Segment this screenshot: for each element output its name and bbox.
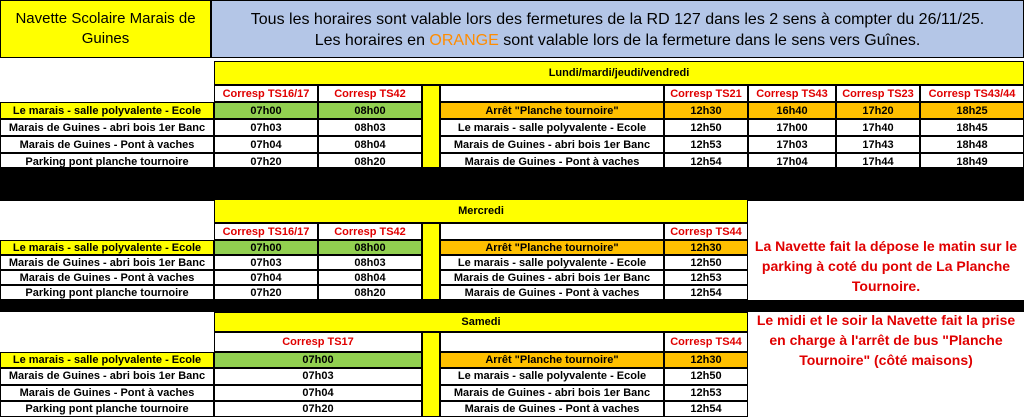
gap-column — [422, 85, 440, 170]
column-header: Corresp TS44 — [664, 332, 748, 352]
info-banner — [211, 0, 1024, 58]
time-cell: 07h04 — [214, 136, 318, 153]
time-cell: 17h03 — [748, 136, 836, 153]
time-cell: 08h04 — [318, 270, 422, 285]
stop-name: Parking pont planche tournoire — [0, 285, 214, 300]
header-spacer — [440, 223, 664, 240]
time-cell: 17h43 — [836, 136, 920, 153]
page-title-text: Navette Scolaire Marais de Guines — [15, 10, 196, 47]
time-cell: 07h00 — [214, 352, 422, 368]
stop-name: Le marais - salle polyvalente - Ecole — [0, 352, 214, 368]
column-header: Corresp TS21 — [664, 85, 748, 102]
time-cell: 12h50 — [664, 255, 748, 270]
column-header: Corresp TS16/17 — [214, 85, 318, 102]
stop-name: Le marais - salle polyvalente - Ecole — [440, 119, 664, 136]
time-cell: 17h20 — [836, 102, 920, 119]
time-cell: 07h00 — [214, 240, 318, 255]
stop-name: Marais de Guines - abri bois 1er Banc — [440, 136, 664, 153]
time-cell: 12h53 — [664, 385, 748, 401]
time-cell: 08h00 — [318, 240, 422, 255]
column-header: Corresp TS16/17 — [214, 223, 318, 240]
time-cell: 18h48 — [920, 136, 1024, 153]
gap-column — [422, 332, 440, 417]
column-header: Corresp TS23 — [836, 85, 920, 102]
time-cell: 18h25 — [920, 102, 1024, 119]
time-cell: 12h53 — [664, 270, 748, 285]
day-header: Lundi/mardi/jeudi/vendredi — [214, 61, 1024, 85]
stop-name: Arrêt "Planche tournoire" — [440, 240, 664, 255]
stop-name: Marais de Guines - Pont à vaches — [0, 270, 214, 285]
stop-name: Parking pont planche tournoire — [0, 401, 214, 417]
stop-name: Marais de Guines - abri bois 1er Banc — [0, 119, 214, 136]
time-cell: 07h20 — [214, 153, 318, 170]
stop-name: Marais de Guines - Pont à vaches — [440, 153, 664, 170]
stop-name: Marais de Guines - abri bois 1er Banc — [440, 270, 664, 285]
stop-name: Arrêt "Planche tournoire" — [440, 352, 664, 368]
stop-name: Marais de Guines - abri bois 1er Banc — [0, 368, 214, 384]
column-header: Corresp TS44 — [664, 223, 748, 240]
banner-line-2: Les horaires en ORANGE sont valable lors de la fermeture dans le sens vers Guînes. — [314, 32, 921, 49]
time-cell: 12h54 — [664, 285, 748, 300]
time-cell: 17h40 — [836, 119, 920, 136]
banner-line-1: Tous les horaires sont valable lors des fermetures de la RD 127 dans les 2 sens à compter du 26/11/25. — [250, 11, 985, 28]
stop-name: Marais de Guines - Pont à vaches — [440, 401, 664, 417]
stop-name: Marais de Guines - abri bois 1er Banc — [0, 255, 214, 270]
time-cell: 07h03 — [214, 119, 318, 136]
time-cell: 12h30 — [664, 240, 748, 255]
time-cell: 16h40 — [748, 102, 836, 119]
time-cell: 12h50 — [664, 368, 748, 384]
day-header: Mercredi — [214, 199, 748, 223]
stop-name: Le marais - salle polyvalente - Ecole — [440, 368, 664, 384]
time-cell: 17h00 — [748, 119, 836, 136]
gap-column — [422, 223, 440, 300]
time-cell: 07h20 — [214, 401, 422, 417]
page-title — [0, 0, 211, 58]
stop-name: Marais de Guines - Pont à vaches — [440, 285, 664, 300]
time-cell: 17h44 — [836, 153, 920, 170]
time-cell: 08h20 — [318, 153, 422, 170]
time-cell: 12h54 — [664, 153, 748, 170]
time-cell: 07h03 — [214, 255, 318, 270]
time-cell: 17h04 — [748, 153, 836, 170]
stop-name: Marais de Guines - Pont à vaches — [0, 136, 214, 153]
time-cell: 12h53 — [664, 136, 748, 153]
time-cell: 08h04 — [318, 136, 422, 153]
stop-name: Le marais - salle polyvalente - Ecole — [440, 255, 664, 270]
time-cell: 08h03 — [318, 255, 422, 270]
time-cell: 07h04 — [214, 385, 422, 401]
time-cell: 07h03 — [214, 368, 422, 384]
header-spacer — [440, 85, 664, 102]
stop-name: Le marais - salle polyvalente - Ecole — [0, 240, 214, 255]
note-paragraph-2: Le midi et le soir la Navette fait la prise en charge à l'arrêt de bus "Planche Tournoire" (côté maisons) — [756, 312, 1016, 368]
time-cell: 07h04 — [214, 270, 318, 285]
column-header: Corresp TS42 — [318, 223, 422, 240]
time-cell: 18h49 — [920, 153, 1024, 170]
time-cell: 12h30 — [664, 352, 748, 368]
column-header: Corresp TS43 — [748, 85, 836, 102]
day-header: Samedi — [214, 312, 748, 332]
column-header: Corresp TS17 — [214, 332, 422, 352]
stop-name: Arrêt "Planche tournoire" — [440, 102, 664, 119]
time-cell: 08h20 — [318, 285, 422, 300]
header-spacer — [440, 332, 664, 352]
column-header: Corresp TS42 — [318, 85, 422, 102]
time-cell: 08h00 — [318, 102, 422, 119]
note-paragraph-1: La Navette fait la dépose le matin sur le parking à coté du pont de La Planche Tournoire. — [754, 238, 1018, 294]
time-cell: 07h00 — [214, 102, 318, 119]
column-header: Corresp TS43/44 — [920, 85, 1024, 102]
stop-name: Parking pont planche tournoire — [0, 153, 214, 170]
time-cell: 12h30 — [664, 102, 748, 119]
stop-name: Le marais - salle polyvalente - Ecole — [0, 102, 214, 119]
section-separator — [0, 167, 1024, 201]
time-cell: 08h03 — [318, 119, 422, 136]
time-cell: 18h45 — [920, 119, 1024, 136]
service-note — [748, 228, 1024, 417]
time-cell: 12h54 — [664, 401, 748, 417]
stop-name: Marais de Guines - Pont à vaches — [0, 385, 214, 401]
stop-name: Marais de Guines - abri bois 1er Banc — [440, 385, 664, 401]
banner-orange-word: ORANGE — [429, 32, 499, 49]
time-cell: 07h20 — [214, 285, 318, 300]
time-cell: 12h50 — [664, 119, 748, 136]
